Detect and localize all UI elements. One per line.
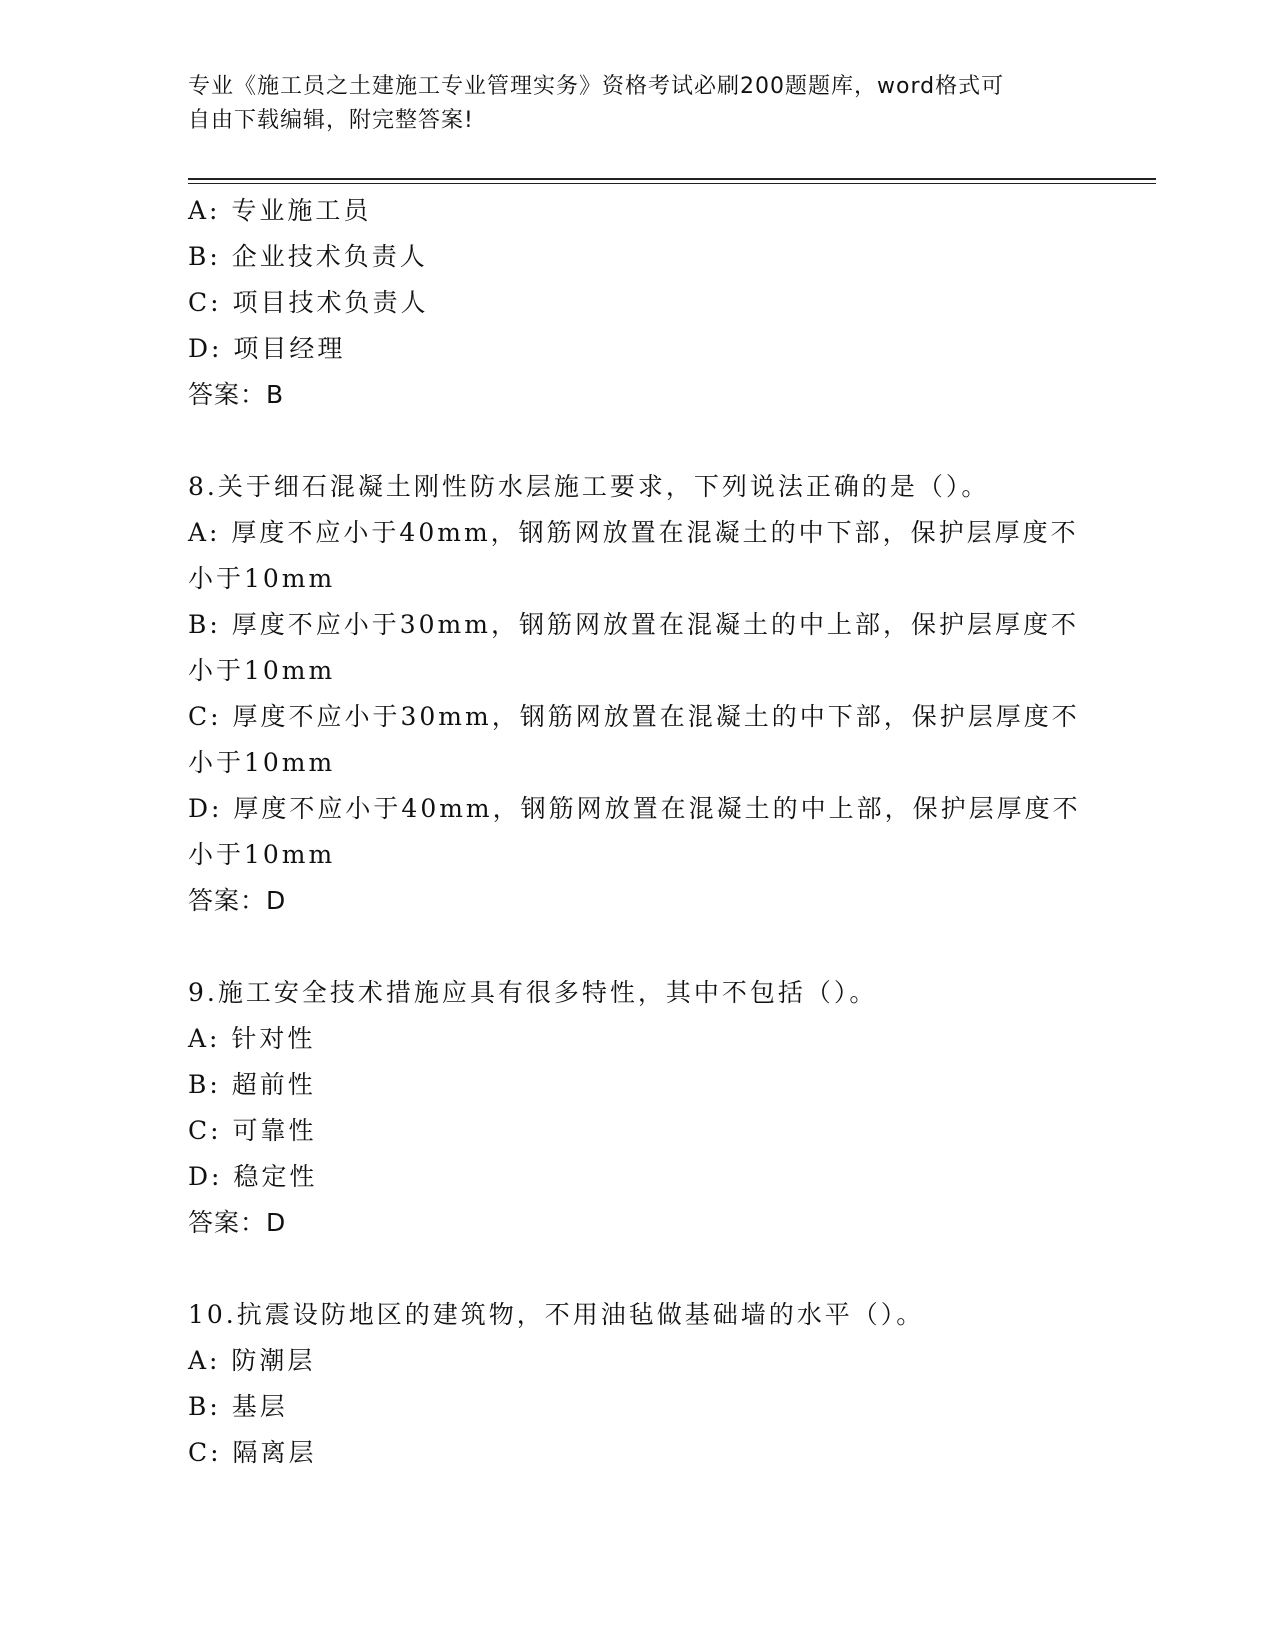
q7-option-d: D: 项目经理 bbox=[188, 334, 346, 363]
spacer bbox=[188, 418, 1088, 464]
question-10 bbox=[188, 1292, 1088, 1476]
q7-option-b: B: 企业技术负责人 bbox=[188, 242, 428, 271]
q10-option-a: A: 防潮层 bbox=[188, 1346, 316, 1375]
q7-option-a: A: 专业施工员 bbox=[188, 196, 372, 225]
question-7 bbox=[188, 188, 1088, 418]
q10-option-c: C: 隔离层 bbox=[188, 1438, 317, 1467]
q8-answer: 答案：D bbox=[188, 886, 287, 915]
header-title-line-1: 专业《施工员之土建施工专业管理实务》资格考试必刷200题题库，word格式可 bbox=[188, 74, 1005, 99]
q9-option-d: D: 稳定性 bbox=[188, 1162, 318, 1191]
q8-option-d: D: 厚度不应小于40mm，钢筋网放置在混凝土的中上部，保护层厚度不小于10mm bbox=[188, 794, 1081, 869]
q8-option-b: B: 厚度不应小于30mm，钢筋网放置在混凝土的中上部，保护层厚度不小于10mm bbox=[188, 610, 1079, 685]
q10-option-b: B: 基层 bbox=[188, 1392, 288, 1421]
q7-option-c: C: 项目技术负责人 bbox=[188, 288, 429, 317]
q10-stem: 10.抗震设防地区的建筑物，不用油毡做基础墙的水平（）。 bbox=[188, 1300, 925, 1329]
header-title-line-2: 自由下载编辑，附完整答案! bbox=[188, 108, 474, 133]
question-list bbox=[188, 188, 1088, 1476]
q9-answer: 答案：D bbox=[188, 1208, 287, 1237]
header-divider-thick bbox=[188, 178, 1156, 180]
spacer bbox=[188, 924, 1088, 970]
q9-stem: 9.施工安全技术措施应具有很多特性，其中不包括（）。 bbox=[188, 978, 878, 1007]
q9-option-a: A: 针对性 bbox=[188, 1024, 316, 1053]
q9-option-b: B: 超前性 bbox=[188, 1070, 316, 1099]
question-8 bbox=[188, 464, 1088, 924]
q8-option-a: A: 厚度不应小于40mm，钢筋网放置在混凝土的中下部，保护层厚度不小于10mm bbox=[188, 518, 1079, 593]
document-header bbox=[188, 70, 1068, 138]
q8-option-c: C: 厚度不应小于30mm，钢筋网放置在混凝土的中下部，保护层厚度不小于10mm bbox=[188, 702, 1080, 777]
q8-stem: 8.关于细石混凝土刚性防水层施工要求，下列说法正确的是（）。 bbox=[188, 472, 990, 501]
question-9 bbox=[188, 970, 1088, 1246]
q7-answer: 答案：B bbox=[188, 380, 285, 409]
header-divider-thin bbox=[188, 183, 1156, 184]
spacer bbox=[188, 1246, 1088, 1292]
q9-option-c: C: 可靠性 bbox=[188, 1116, 317, 1145]
